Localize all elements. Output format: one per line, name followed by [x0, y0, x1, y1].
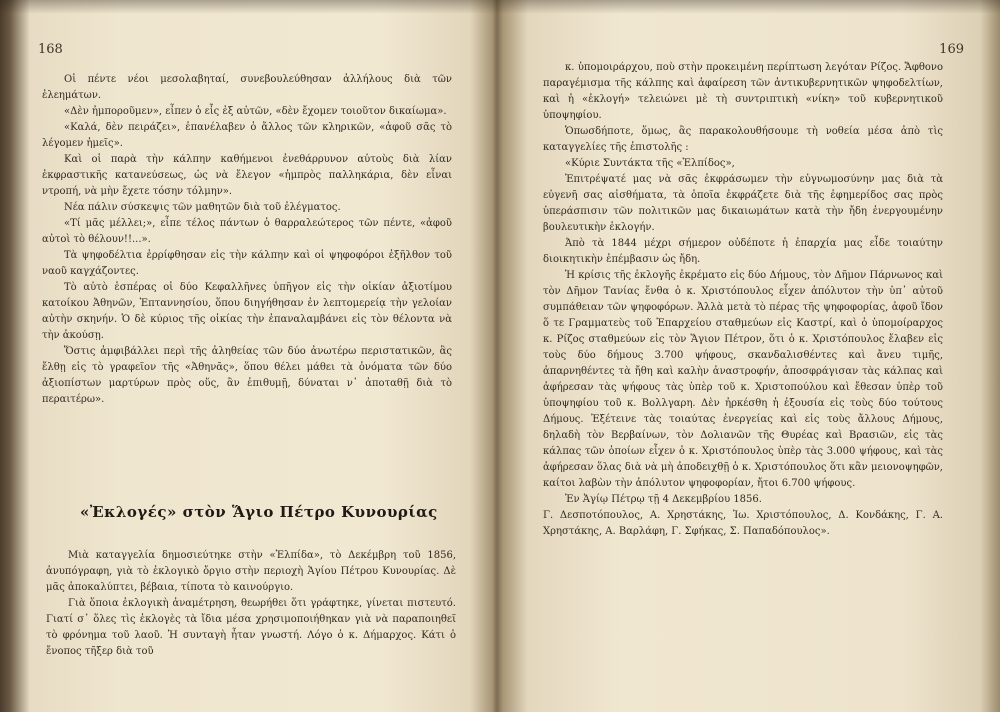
paragraph: Καὶ οἱ παρὰ τὴν κάλπην καθήμενοι ἐνεθάρρυνον αὐτοὺς διὰ λίαν ἐκφραστικῆς κατανεύσεως, ὡς νὰ ἔλεγον «ἡμπρὸς παλληκάρια, δὲν εἶναι ντροπή, νὰ μὴν ἔχετε τόσην τόλμην».: [42, 154, 452, 197]
letter-dateline: Ἐν Ἁγίῳ Πέτρῳ τῇ 4 Δεκεμβρίου 1856.: [565, 494, 762, 505]
paragraph: Γιὰ ὅποια ἐκλογικὴ ἀναμέτρηση, θεωρήθει ὅτι γράφτηκε, γίνεται πιστευτό. Γιατί σ᾿ ὅλες τὶς ἐκλογὲς τὰ ἴδια μέσα χρησιμοποιήθηκαν γιὰ νὰ παραποιηθεῖ τὸ φρόνημα τοῦ λαοῦ. Ἡ συνταγὴ ἦταν γνωστή. Λόγο ὁ κ. Δήμαρχος. Κάτι ὁ ἔνοπος τῆξερ διὰ τοῦ: [46, 598, 456, 657]
letter-salutation: «Κύριε Συντάκτα τῆς «Ἐλπίδος»,: [565, 158, 735, 169]
paragraph: Μιὰ καταγγελία δημοσιεύτηκε στὴν «Ἐλπίδα», τὸ Δεκέμβρη τοῦ 1856, ἀνυπόγραφη, γιὰ τὸ ἐκλογικὸ ὄργιο στὴν περιοχὴ Ἁγίου Πέτρου Κυνουρίας. Δὲ μᾶς ἀποκαλύπτει, βέβαια, τίποτα τὸ καινούργιο.: [46, 550, 456, 593]
letter-paragraph: Ἐπιτρέψατέ μας νὰ σᾶς ἐκφράσωμεν τὴν εὐγνωμοσύνην μας διὰ τὰ εὐγενῆ σας αἰσθήματα, τὰ ὁποῖα ἐκφράζετε διὰ τῆς ἐφημερίδος σας πρὸς ὑπεράσπισιν τῶν πολιτικῶν μας δικαιωμάτων κατὰ τὴν ἤδη ἐνεργουμένην βουλευτικὴν ἐκλογήν.: [543, 174, 943, 233]
paragraph: Ὅστις ἀμφιβάλλει περὶ τῆς ἀληθείας τῶν δύο ἀνωτέρω περιστατικῶν, ἂς ἔλθῃ εἰς τὸ γραφεῖον τῆς «Ἀθηνᾶς», ὅπου θέλει μάθει τὰ ὀνόματα τῶν δύο ἀξιοπίστων μαρτύρων πρὸς οὕς, ἂν ἐπιθυμῇ, δύναται ν᾿ ἀποταθῇ διὰ τὸ περαιτέρω».: [42, 346, 452, 405]
page-number: 169: [939, 42, 964, 57]
paragraph: κ. ὑπομοιράρχου, ποὺ στὴν προκειμένη περίπτωση λεγόταν Ρίζος. Ἄφθονο παραγέμισμα τῆς κάλπης καὶ ἀφαίρεση τῶν ἀντικυβερνητικῶν ψηφοδελτίων, καὶ ἡ «ἐκλογή» τελειώνει μὲ τὴ συντριπτικὴ «νίκη» τοῦ κυβερνητικοῦ ὑποψηφίου.: [543, 62, 943, 121]
section-heading: «Ἐκλογές» στὸν Ἅγιο Πέτρο Κυνουρίας: [80, 503, 438, 521]
paragraph: Νέα πάλιν σύσκεψις τῶν μαθητῶν διὰ τοῦ ἐλέγματος.: [64, 202, 341, 213]
paragraph: Τὰ ψηφοδέλτια ἐρρίφθησαν εἰς τὴν κάλπην καὶ οἱ ψηφοφόροι ἐξῆλθον τοῦ ναοῦ καγχάζοντες.: [42, 250, 452, 277]
right-page-text: [543, 60, 943, 540]
letter-signatures: Γ. Δεσποτόπουλος, Α. Χρηστάκης, Ἰω. Χριστόπουλος, Δ. Κονδάκης, Γ. Α. Χρηστάκης, Α. Βαρλάφη, Γ. Σφήκας, Σ. Παπαδόπουλος».: [543, 510, 943, 537]
right-page: [525, 0, 970, 712]
paragraph: Τὸ αὐτὸ ἑσπέρας οἱ δύο Κεφαλλῆνες ὑπῆγον εἰς τὴν οἰκίαν ἀξιοτίμου κατοίκου Ἀθηνῶν, Ἐπταννησίου, ὅπου διηγήθησαν ἐν λεπτομερείᾳ τὴν γελοίαν αὐτὴν σκηνήν. Ὁ δὲ κύριος τῆς οἰκίας τὴν ἐπαναλαμβάνει εἰς τὸν θέλοντα νὰ τὴν ἀκούσῃ.: [42, 282, 452, 341]
letter-paragraph: Ἀπὸ τὰ 1844 μέχρι σήμερον οὐδέποτε ἡ ἐπαρχία μας εἶδε τοιαύτην διοικητικὴν ἐπέμβασιν ὡς ἤδη.: [543, 238, 943, 265]
left-page-lower-text: [46, 548, 456, 660]
paragraph: «Δὲν ἠμποροῦμεν», εἶπεν ὁ εἷς ἐξ αὐτῶν, «δὲν ἔχομεν τοιοῦτον δικαίωμα».: [64, 106, 447, 117]
page-number: 168: [38, 42, 63, 57]
left-page-text: [42, 72, 452, 408]
paragraph: «Τί μᾶς μέλλει;», εἶπε τέλος πάντων ὁ θαρραλεώτερος τῶν πέντε, «ἀφοῦ αὐτοὶ τὸ θέλουν!!...».: [42, 218, 452, 245]
paragraph: Ὁπωσδήποτε, ὅμως, ἂς παρακολουθήσουμε τὴ νοθεία μέσα ἀπὸ τὶς καταγγελίες τῆς ἐπιστολῆς :: [543, 126, 943, 153]
paragraph: «Καλά, δὲν πειράζει», ἐπανέλαβεν ὁ ἄλλος τῶν κληρικῶν, «ἀφοῦ σᾶς τὸ λέγομεν ἡμεῖς».: [42, 122, 452, 149]
left-page: [30, 0, 470, 712]
paragraph: Οἱ πέντε νέοι μεσολαβηταί, συνεβουλεύθησαν ἀλλήλους διὰ τῶν ἐλεημάτων.: [42, 74, 452, 101]
letter-paragraph: Ἡ κρίσις τῆς ἐκλογῆς ἐκρέματο εἰς δύο Δήμους, τὸν Δῆμον Πάρνωνος καὶ τὸν Δῆμον Τανίας ἔνθα ὁ κ. Χριστόπουλος εἶχεν ἀπόλυτον τὴν ὑπ᾿ αὐτοῦ συμπάθειαν τῶν ψηφοφόρων. Ἀλλὰ μετὰ τὸ πέρας τῆς ψηφοφορίας, ἀφοῦ ἴδον ὅ τε Γραμματεὺς τοῦ Ἐπαρχείου σταθμεύων εἰς Καστρί, καὶ ὁ ὑπομοίραρχος κ. Ρίζος σταθμεύων εἰς τὸν Ἅγιον Πέτρον, ὅτι ὁ κ. Χριστόπουλος ἔλαβεν εἰς τοὺς δύο δήμους 3.700 ψήφους, σκανδαλισθέντες καὶ ἄνευ τιμῆς, ἀπαρνηθέντες τὰ ἤθη καὶ καλὴν ἀναστροφήν, ἀποσφράγισαν τὰς κάλπας καὶ ἀφήρεσαν τὰς ψήφους τὰς ὑπὲρ τοῦ κ. Χριστοπούλου καὶ ἔθεσαν ὑπὲρ τοῦ ὑποψηφίου τοῦ κ. Βολλγαρη. Δὲν ἠρκέσθη ἡ ἐξουσία εἰς τοὺς δύο τούτους Δήμους. Ἐξέτεινε τὰς τοιαύτας ἐνεργείας καὶ εἰς τοὺς ἄλλους Δήμους, δηλαδὴ τὸν Βερβαίνων, τὸν Δολιανῶν τῆς Θυρέας καὶ Βρασιῶν, εἰς τὰς κάλπας τῶν ὁποίων εἶχεν ὁ κ. Χριστόπουλος ὑπὲρ τὰς 3.000 ψήφους, καὶ τὰς ἀφήρεσαν ὅλας διὰ νὰ μὴ ἀποδειχθῇ ὁ κ. Χριστόπουλος ὅτι κἂν μειονοψηφῶν, καίτοι λαβὼν τὴν ἀπόλυτον ψηφοφορίαν, ἤτοι 6.700 ψήφους.: [543, 270, 943, 489]
